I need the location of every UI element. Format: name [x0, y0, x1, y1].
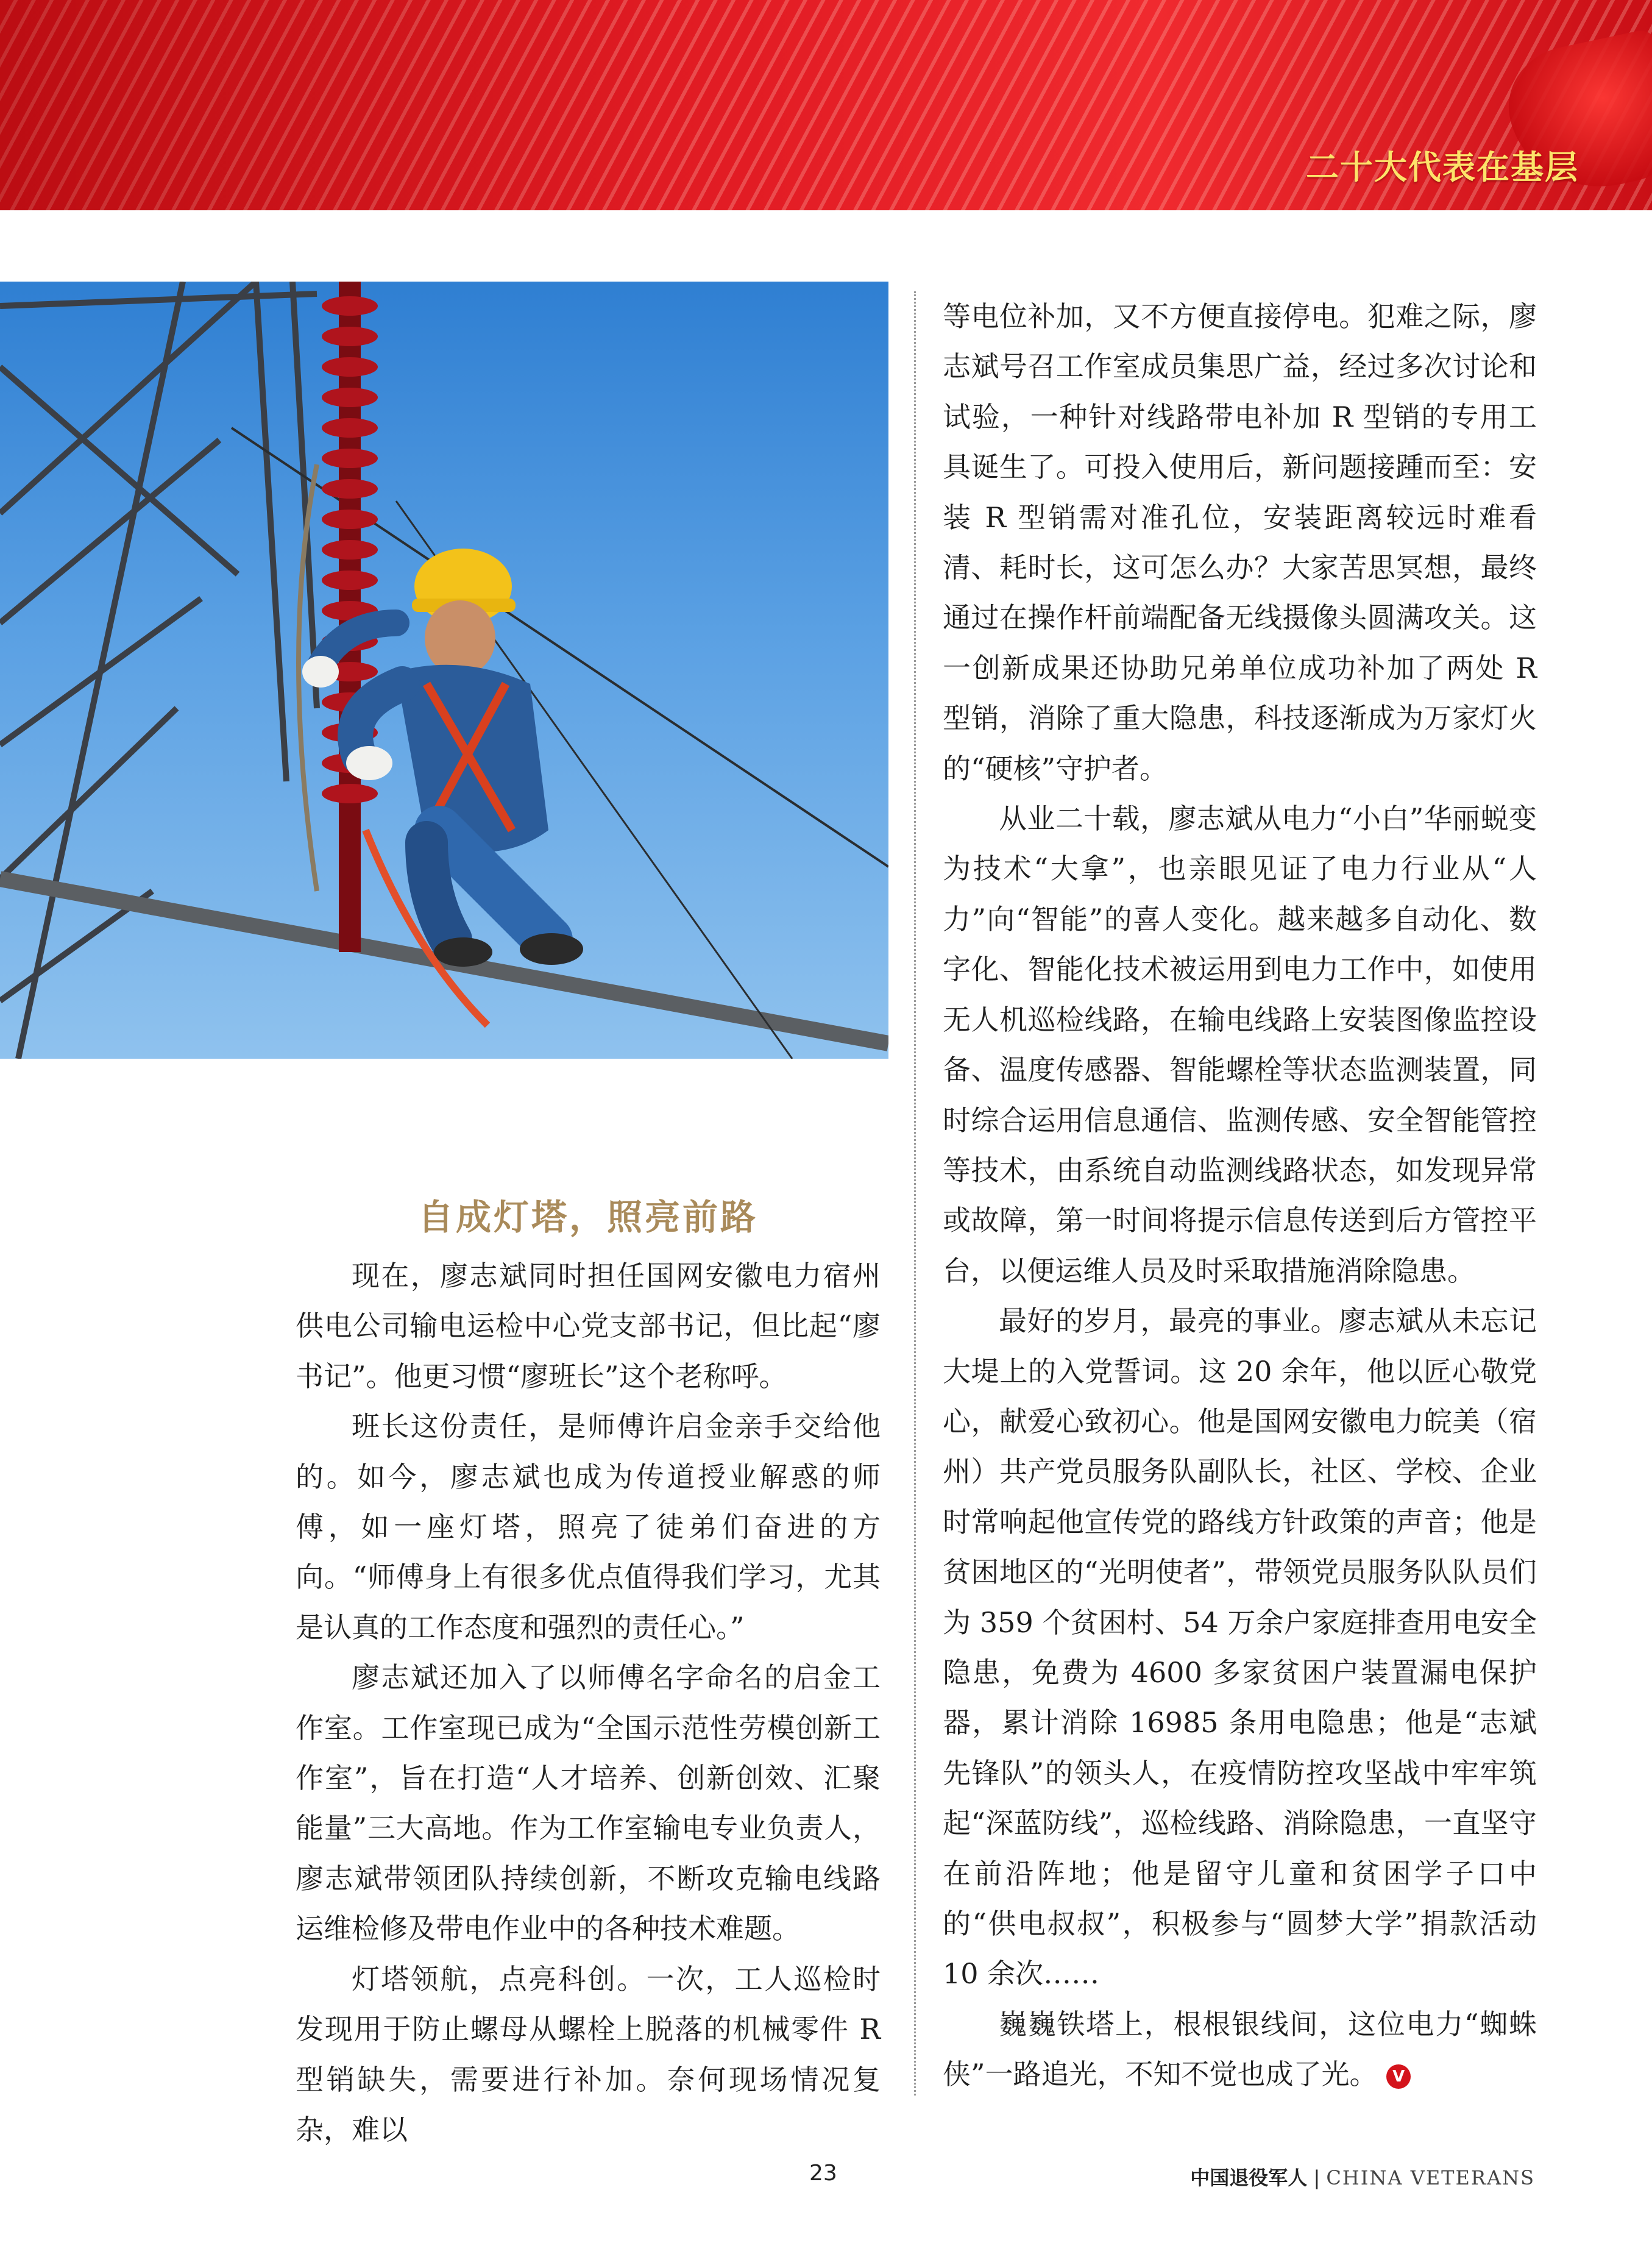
page-number: 23: [809, 2161, 837, 2186]
end-mark-icon: V: [1386, 2064, 1411, 2089]
banner-shade: [0, 0, 670, 210]
magazine-name-en: CHINA VETERANS: [1326, 2166, 1535, 2189]
right-column: [943, 291, 1537, 2100]
lineman-on-power-tower-photo: [0, 282, 888, 1059]
paragraph: 灯塔领航，点亮科创。一次，工人巡检时发现用于防止螺母从螺栓上脱落的机械零件 R 型销缺失，需要进行补加。奈何现场情况复杂，难以: [296, 1962, 881, 2146]
paragraph: 现在，廖志斌同时担任国网安徽电力宿州供电公司输电运检中心党支部书记，但比起“廖书记”。他更习惯“廖班长”这个老称呼。: [296, 1259, 881, 1393]
footer-brand: [1190, 2163, 1535, 2191]
section-heading: 自成灯塔，照亮前路: [417, 1196, 758, 1238]
closing-paragraph: [943, 1999, 1537, 2100]
magazine-name-cn: 中国退役军人: [1190, 2166, 1308, 2189]
header-banner: [0, 0, 1652, 210]
paragraph-continuation: 等电位补加，又不方便直接停电。犯难之际，廖志斌号召工作室成员集思广益，经过多次讨论和试验，一种针对线路带电补加 R 型销的专用工具诞生了。可投入使用后，新问题接踵而至：安装 R 型销需对准孔位，安装距离较远时难看清、耗时长，这可怎么办？大家苦思冥想，最终通过在操作杆前端配备无线摄像头圆满攻关。这一创新成果还协助兄弟单位成功补加了两处 R 型销，消除了重大隐患，科技逐渐成为万家灯火的“硬核”守护者。: [943, 300, 1537, 785]
paragraph: 廖志斌还加入了以师傅名字命名的启金工作室。工作室现已成为“全国示范性劳模创新工作室”，旨在打造“人才培养、创新创效、汇聚能量”三大高地。作为工作室输电专业负责人，廖志斌带领团队持续创新，不断攻克输电线路运维检修及带电作业中的各种技术难题。: [296, 1661, 881, 1946]
section-title: 二十大代表在基层: [1306, 148, 1579, 187]
paragraph: 最好的岁月，最亮的事业。廖志斌从未忘记大堤上的入党誓词。这 20 余年，他以匠心敬党心，献爱心致初心。他是国网安徽电力皖美（宿州）共产党员服务队副队长，社区、学校、企业时常响起他宣传党的路线方针政策的声音；他是贫困地区的“光明使者”，带领党员服务队队员们为 359 个贫困村、54 万余户家庭排查用电安全隐患，免费为 4600 多家贫困户装置漏电保护器，累计消除 16985 条用电隐患；他是“志斌先锋队”的领头人，在疫情防控攻坚战中牢牢筑起“深蓝防线”，巡检线路、消除隐患，一直坚守在前沿阵地；他是留守儿童和贫困学子口中的“供电叔叔”，积极参与“圆梦大学”捐款活动 10 余次……: [943, 1304, 1537, 1991]
column-divider: [914, 291, 916, 2095]
lineman-photo: [0, 282, 888, 1059]
footer-separator: |: [1313, 2166, 1321, 2189]
paragraph: 班长这份责任，是师傅许启金亲手交给他的。如今，廖志斌也成为传道授业解惑的师傅，如一座灯塔，照亮了徒弟们奋进的方向。“师傅身上有很多优点值得我们学习，尤其是认真的工作态度和强烈的责任心。”: [296, 1410, 881, 1644]
paragraph: 从业二十载，廖志斌从电力“小白”华丽蜕变为技术“大拿”，也亲眼见证了电力行业从“人力”向“智能”的喜人变化。越来越多自动化、数字化、智能化技术被运用到电力工作中，如使用无人机巡检线路，在输电线路上安装图像监控设备、温度传感器、智能螺栓等状态监测装置，同时综合运用信息通信、监测传感、安全智能管控等技术，由系统自动监测线路状态，如发现异常或故障，第一时间将提示信息传送到后方管控平台，以便运维人员及时采取措施消除隐患。: [943, 802, 1537, 1287]
left-column: [296, 1251, 881, 2155]
closing-text: 巍巍铁塔上，根根银线间，这位电力“蜘蛛侠”一路追光，不知不觉也成了光。: [943, 2007, 1537, 2091]
